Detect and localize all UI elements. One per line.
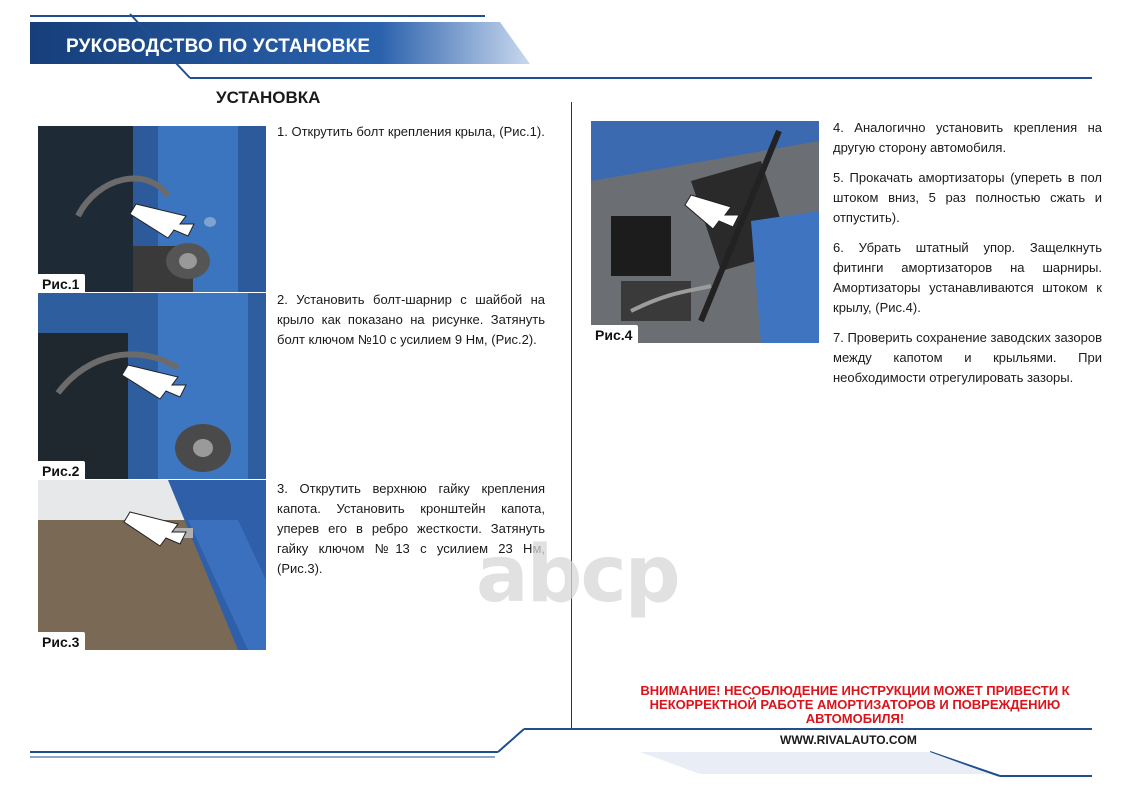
figure-2 [38, 293, 266, 479]
figure-1 [38, 126, 266, 292]
warning-line-1: ВНИМАНИЕ! НЕСОБЛЮДЕНИЕ ИНСТРУКЦИИ МОЖЕТ ПРИВЕСТИ К [640, 683, 1070, 698]
website-link[interactable]: WWW.RIVALAUTO.COM [780, 733, 917, 747]
figure-2-caption: Рис.2 [38, 461, 85, 479]
step-3: 3. Открутить верхнюю гайку крепления капота. Установить кронштейн капота, уперев его в ребро жесткости. Затянуть гайку ключом №13 с усилием 23 Нм, (Рис.3). [277, 481, 545, 576]
step-5: 5. Прокачать амортизаторы (упереть в пол штоком вниз, 5 раз полностью сжать и отпустить). [833, 170, 1102, 225]
warning-line-2: НЕКОРРЕКТНОЙ РАБОТЕ АМОРТИЗАТОРОВ И ПОВРЕЖДЕНИЮ [649, 697, 1061, 712]
shock-absorber-installed-photo-icon [591, 121, 819, 343]
warning-notice [600, 684, 1110, 726]
step-1: 1. Открутить болт крепления крыла, (Рис.1). [277, 124, 545, 139]
step-2: 2. Установить болт-шарнир с шайбой на крыло как показано на рисунке. Затянуть болт ключом №10 с усилием 9 Нм, (Рис.2). [277, 292, 545, 347]
warning-line-3: АВТОМОБИЛЯ! [805, 711, 905, 726]
step-4: 4. Аналогично установить крепления на другую сторону автомобиля. [833, 120, 1102, 155]
column-divider [571, 102, 572, 728]
page-title: РУКОВОДСТВО ПО УСТАНОВКЕ [66, 36, 371, 57]
figure-4 [591, 121, 819, 343]
hood-bracket-photo-icon [38, 480, 266, 650]
hinge-bolt-installed-photo-icon [38, 293, 266, 479]
hood-hinge-bolt-photo-icon [38, 126, 266, 292]
step-7: 7. Проверить сохранение заводских зазоров между капотом и крыльями. При необходимости отрегулировать зазоры. [833, 330, 1102, 385]
footer-rule [0, 726, 1132, 796]
figure-1-caption: Рис.1 [38, 274, 85, 292]
section-title: УСТАНОВКА [216, 88, 321, 107]
figure-3 [38, 480, 266, 650]
figure-3-caption: Рис.3 [38, 632, 85, 650]
step-6: 6. Убрать штатный упор. Защелкнуть фитинги амортизаторов на шарниры. Амортизаторы устанавливаются штоком к крылу, (Рис.4). [833, 240, 1102, 315]
watermark-logo: аbср [476, 530, 679, 620]
figure-4-caption: Рис.4 [591, 325, 638, 343]
